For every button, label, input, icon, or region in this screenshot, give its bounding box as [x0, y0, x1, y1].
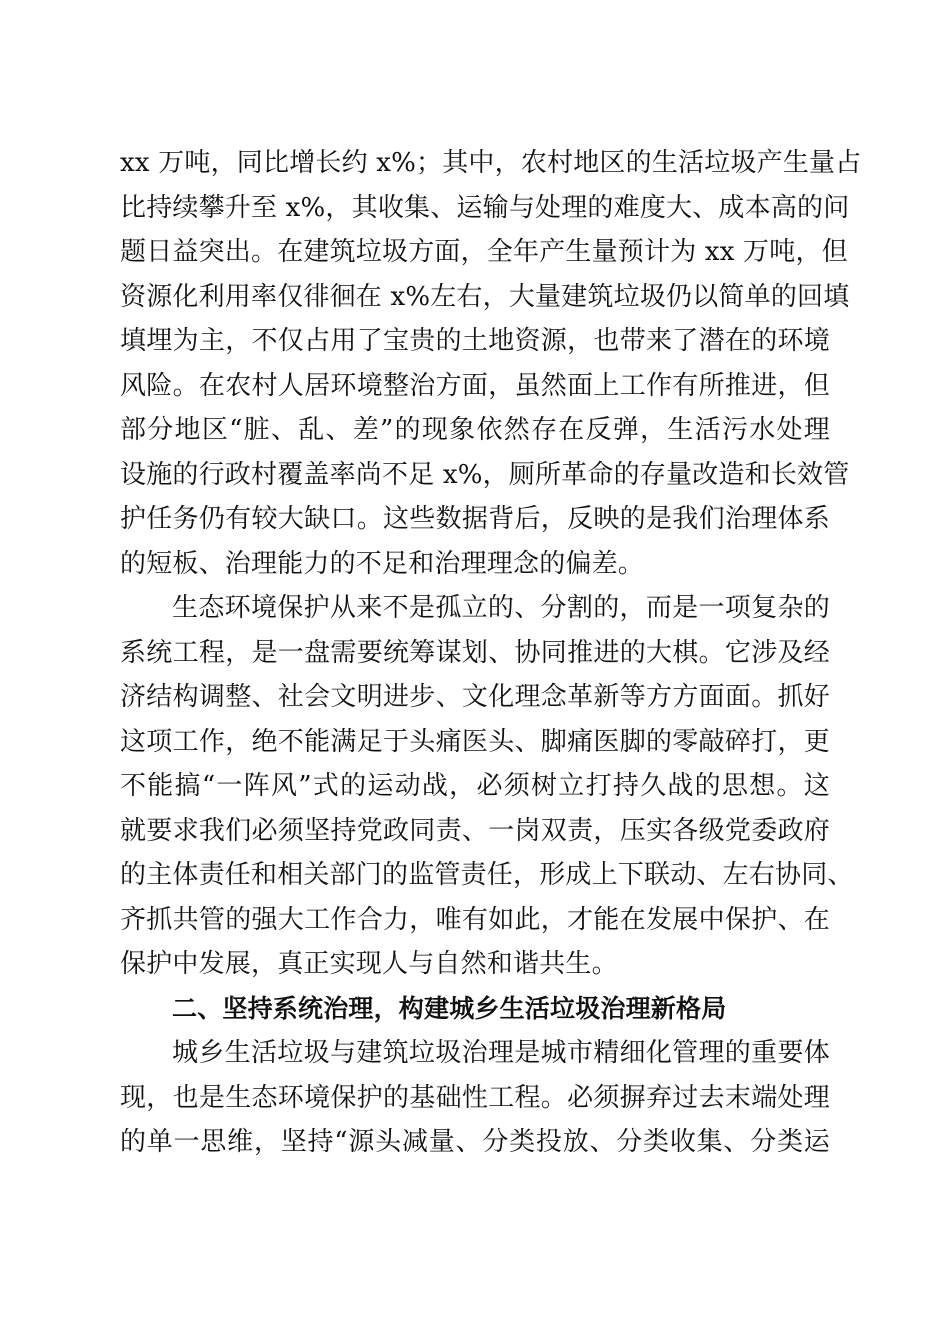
text-line: 城乡生活垃圾与建筑垃圾治理是城市精细化管理的重要体	[172, 1038, 830, 1068]
text-line: 济结构调整、社会文明进步、文化理念革新等方方面面。抓好	[120, 682, 830, 712]
text-line: 的主体责任和相关部门的监管责任，形成上下联动、左右协同、	[120, 860, 854, 890]
text-line: 的单一思维，坚持“源头减量、分类投放、分类收集、分类运	[120, 1127, 830, 1157]
text-line: 的短板、治理能力的不足和治理理念的偏差。	[120, 548, 645, 579]
text-line: 就要求我们必须坚持党政同责、一岗双责，压实各级党委政府	[120, 815, 830, 846]
text-line: 不能搞“一阵风”式的运动战，必须树立打持久战的思想。这	[120, 771, 830, 801]
text-line: 部分地区“脏、乱、差”的现象依然存在反弹，生活污水处理	[120, 415, 830, 445]
text-line: 系统工程，是一盘需要统筹谋划、协同推进的大棋。它涉及经	[120, 637, 830, 668]
document-body	[120, 141, 862, 1165]
paragraph-waste-governance	[120, 1031, 830, 1165]
text-line: 设施的行政村覆盖率尚不足 x%，厕所革命的存量改造和长效管	[120, 459, 850, 490]
text-line: 资源化利用率仅徘徊在 x%左右，大量建筑垃圾仍以简单的回填	[120, 281, 850, 312]
paragraph-environment-data	[120, 141, 862, 586]
text-line: 生态环境保护从来不是孤立的、分割的，而是一项复杂的	[172, 593, 830, 623]
text-line: 比持续攀升至 x%，其收集、运输与处理的难度大、成本高的问	[120, 192, 850, 223]
text-line: 风险。在农村人居环境整治方面，虽然面上工作有所推进，但	[120, 370, 830, 401]
paragraph-system-engineering	[120, 586, 854, 987]
text-line: 现，也是生态环境保护的基础性工程。必须摒弃过去末端处理	[120, 1082, 830, 1113]
text-line: xx 万吨，同比增长约 x%；其中，农村地区的生活垃圾产生量占	[120, 148, 862, 178]
text-line: 题日益突出。在建筑垃圾方面，全年产生量预计为 xx 万吨，但	[120, 237, 848, 267]
section-heading: 二、坚持系统治理，构建城乡生活垃圾治理新格局	[172, 993, 727, 1023]
text-line: 护任务仍有较大缺口。这些数据背后，反映的是我们治理体系	[120, 504, 830, 534]
text-line: 填埋为主，不仅占用了宝贵的土地资源，也带来了潜在的环境	[120, 326, 830, 356]
text-line: 这项工作，绝不能满足于头痛医头、脚痛医脚的零敲碎打，更	[120, 726, 830, 757]
text-line: 齐抓共管的强大工作合力，唯有如此，才能在发展中保护、在	[120, 904, 830, 935]
text-line: 保护中发展，真正实现人与自然和谐共生。	[120, 949, 618, 979]
